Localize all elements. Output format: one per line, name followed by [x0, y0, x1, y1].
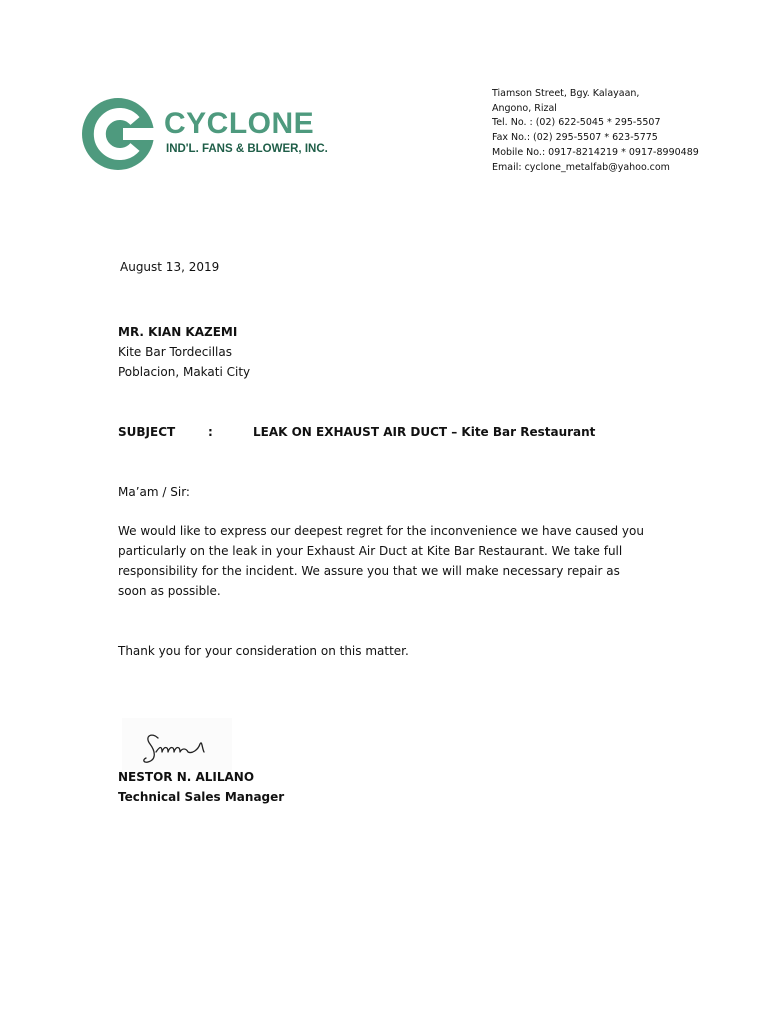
company-mobile: Mobile No.: 0917-8214219 * 0917-8990489 — [492, 146, 699, 158]
company-address-line1: Tiamson Street, Bgy. Kalayaan, — [492, 88, 640, 99]
recipient-line2: Poblacion, Makati City — [118, 365, 251, 379]
cyclone-logo-mark-icon — [80, 94, 160, 174]
letter-date: August 13, 2019 — [120, 260, 220, 274]
subject-colon: : — [208, 425, 213, 439]
letter-closing: Thank you for your consideration on this matter. — [118, 644, 409, 658]
handwritten-signature-icon — [122, 718, 232, 770]
company-contact-block — [492, 87, 752, 175]
recipient-block — [118, 322, 250, 382]
company-name: CYCLONE — [164, 107, 315, 140]
signer-name: NESTOR N. ALILANO — [118, 770, 255, 784]
subject-label: SUBJECT — [118, 425, 176, 439]
recipient-name: MR. KIAN KAZEMI — [118, 325, 238, 339]
company-tagline: IND'L. FANS & BLOWER, INC. — [166, 143, 328, 155]
company-tel: Tel. No. : (02) 622-5045 * 295-5507 — [492, 117, 661, 129]
signer-title: Technical Sales Manager — [118, 790, 285, 804]
subject-text: LEAK ON EXHAUST AIR DUCT – Kite Bar Restaurant — [253, 425, 596, 439]
recipient-line1: Kite Bar Tordecillas — [118, 345, 232, 359]
salutation: Ma’am / Sir: — [118, 485, 190, 499]
company-email: Email: cyclone_metalfab@yahoo.com — [492, 161, 670, 173]
company-fax: Fax No.: (02) 295-5507 * 623-5775 — [492, 132, 658, 144]
letter-body: We would like to express our deepest regret for the inconvenience we have caused you particularly on the leak in your Exhaust Air Duct at Kite Bar Restaurant. We take full responsibility for the incident. We assure you that we will make necessary repair as soon as possible. — [118, 524, 644, 598]
company-logo — [80, 94, 330, 176]
company-address-line2: Angono, Rizal — [492, 102, 557, 114]
